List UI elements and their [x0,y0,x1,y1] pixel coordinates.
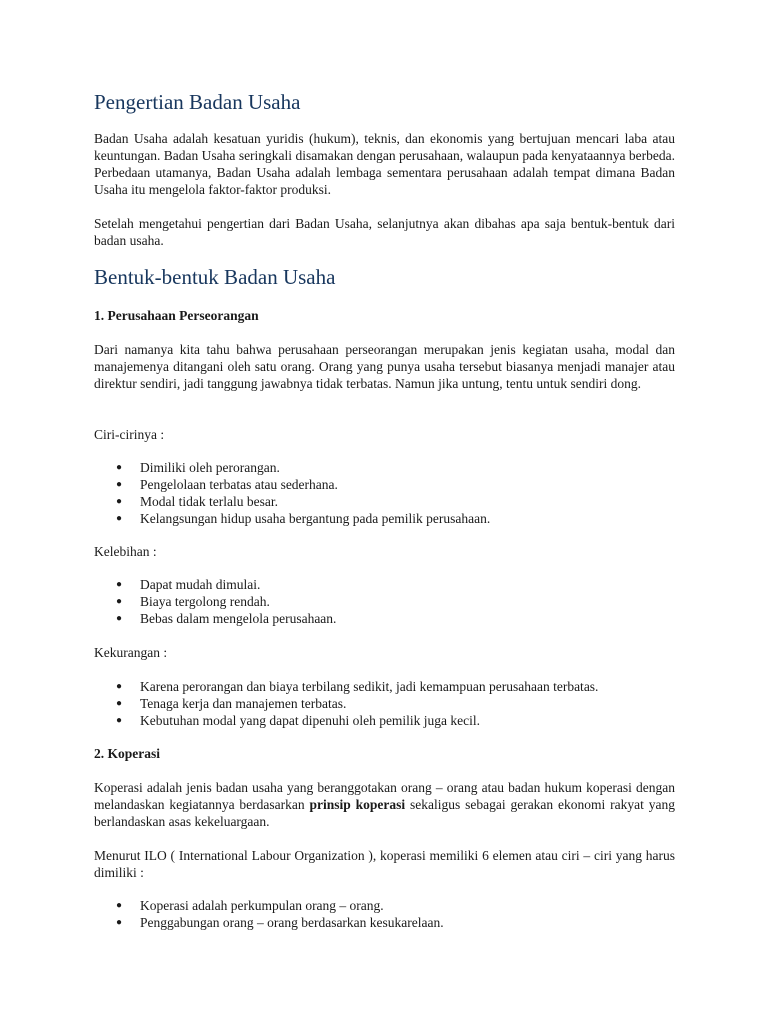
list-item: ● Modal tidak terlalu besar. [116,494,278,509]
list-item: ● Biaya tergolong rendah. [116,594,270,609]
list-item: ● Penggabungan orang – orang berdasarkan kesukarelaan. [116,915,444,930]
section-title-bentuk: Bentuk-bentuk Badan Usaha [94,265,336,289]
bullet-icon: ● [116,579,123,590]
section-title-pengertian: Pengertian Badan Usaha [94,90,301,114]
subsection-heading-perseorangan: 1. Perusahaan Perseorangan [94,308,259,323]
paragraph-pengertian-2: Setelah mengetahui pengertian dari Badan Usaha, selanjutnya akan dibahas apa saja bentuk-bentuk dari badan usaha. [94,216,675,248]
subsection-heading-koperasi: 2. Koperasi [94,746,160,761]
list-kelebihan [94,576,675,627]
paragraph-koperasi-1: Koperasi adalah jenis badan usaha yang beranggotakan orang – orang atau badan hukum koperasi dengan melandaskan kegiatannya berdasarkan prinsip koperasi sekaligus sebagai gerakan ekonomi rakyat yang berlandaskan asas kekeluargaan. [94,780,675,829]
list-item: ● Tenaga kerja dan manajemen terbatas. [116,696,347,711]
label-kelebihan: Kelebihan : [94,544,157,559]
bullet-icon: ● [116,596,123,607]
bullet-icon: ● [116,513,123,524]
bullet-icon: ● [116,698,123,709]
list-item: ● Pengelolaan terbatas atau sederhana. [116,477,338,492]
bold-prinsip-koperasi: prinsip koperasi [309,797,406,812]
list-item: ● Karena perorangan dan biaya terbilang sedikit, jadi kemampuan perusahaan terbatas. [116,679,599,694]
bullet-icon: ● [116,917,123,928]
bullet-icon: ● [116,900,123,911]
list-item: ● Bebas dalam mengelola perusahaan. [116,611,337,626]
list-koperasi [94,897,675,931]
list-item: ● Koperasi adalah perkumpulan orang – orang. [116,898,384,913]
paragraph-perseorangan: Dari namanya kita tahu bahwa perusahaan perseorangan merupakan jenis kegiatan usaha, modal dan manajemenya ditangani oleh satu orang. Orang yang punya usaha tersebut biasanya menjadi manajer atau direktur sendiri, jadi tanggung jawabnya tidak terbatas. Namun jika untung, tentu untuk sendiri dong. [94,342,675,391]
paragraph-pengertian-1: Badan Usaha adalah kesatuan yuridis (hukum), teknis, dan ekonomis yang bertujuan mencari laba atau keuntungan. Badan Usaha seringkali disamakan dengan perusahaan, walaupun pada kenyataannya berbeda. Perbedaan utamanya, Badan Usaha adalah lembaga sementara perusahaan adalah tempat dimana Badan Usaha itu mengelola faktor-faktor produksi. [94,131,675,197]
bullet-icon: ● [116,462,123,473]
list-item: ● Kebutuhan modal yang dapat dipenuhi oleh pemilik juga kecil. [116,713,481,728]
list-item: ● Dimiliki oleh perorangan. [116,460,280,475]
label-ciri: Ciri-cirinya : [94,427,165,442]
paragraph-koperasi-2: Menurut ILO ( International Labour Organization ), koperasi memiliki 6 elemen atau ciri – ciri yang harus dimiliki : [94,848,675,880]
bullet-icon: ● [116,479,123,490]
bullet-icon: ● [116,681,123,692]
list-item: ● Kelangsungan hidup usaha bergantung pada pemilik perusahaan. [116,511,491,526]
bullet-icon: ● [116,496,123,507]
bullet-icon: ● [116,613,123,624]
label-kekurangan: Kekurangan : [94,645,168,660]
bullet-icon: ● [116,715,123,726]
list-kekurangan [94,678,675,729]
list-ciri [94,459,675,527]
list-item: ● Dapat mudah dimulai. [116,577,261,592]
